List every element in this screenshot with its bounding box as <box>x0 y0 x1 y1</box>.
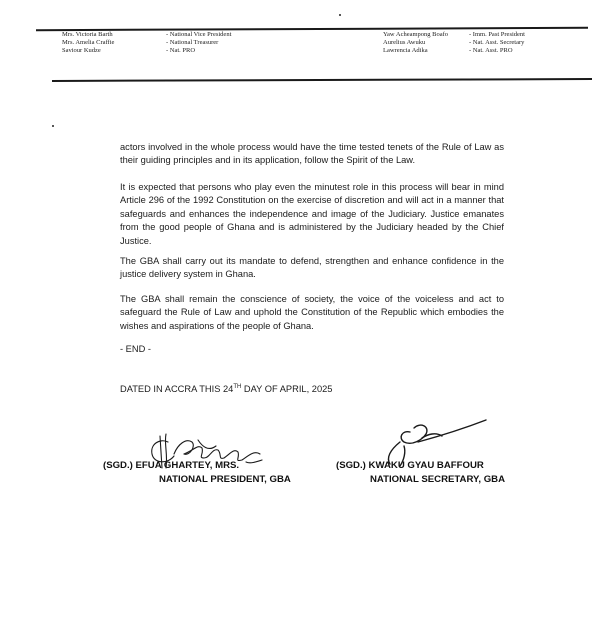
letterhead-right-roles <box>469 31 525 55</box>
signatory-name: (SGD.) KWAKU GYAU BAFFOUR <box>336 460 484 471</box>
scan-speck <box>339 14 341 16</box>
letterhead-role: - Imm. Past President <box>469 31 525 38</box>
paragraph: It is expected that persons who play even the minutest role in this process will bear in mind Article 296 of the 1992 Constitution on the exercise of discretion and will act in a manner that safeguards and enhances the independence and image of the Judiciary. Justice emanates from the good people of Ghana and is administered by the Judiciary headed by the Chief Justice. <box>120 182 504 246</box>
signature-block-president <box>103 459 291 487</box>
letterhead-name: Lawrencia Adika <box>383 47 428 54</box>
letterhead-name: Saviour Kudze <box>62 47 101 54</box>
signatory-title: NATIONAL SECRETARY, GBA <box>370 474 506 485</box>
paragraph: The GBA shall remain the conscience of society, the voice of the voiceless and act to safeguard the Rule of Law and uphold the Constitution of the Republic which embodies the wishes and aspirations of the people of Ghana. <box>120 294 504 331</box>
letterhead-role: - National Vice President <box>166 31 232 38</box>
letterhead-left-names <box>62 31 114 55</box>
letterhead-name: Mrs. Amelia Craffie <box>62 39 115 46</box>
letterhead-role: - Nat. PRO <box>166 47 196 54</box>
letterhead-role: - Nat. Asst. PRO <box>469 47 513 54</box>
letterhead-role: - National Treasurer <box>166 39 219 46</box>
signatory-name: (SGD.) EFUA GHARTEY, MRS. <box>103 460 240 471</box>
letterhead-bottom-rule <box>52 78 592 82</box>
dated-line <box>120 384 332 394</box>
letterhead-name: Yaw Acheampong Boafo <box>383 31 449 38</box>
signatory-title: NATIONAL PRESIDENT, GBA <box>159 474 291 485</box>
end-marker: - END - <box>120 344 151 354</box>
dated-suffix: DAY OF APRIL, 2025 <box>241 384 333 394</box>
letterhead-name: Mrs. Victoria Barth <box>62 31 113 38</box>
signature-block-secretary <box>336 459 505 487</box>
dated-prefix: DATED IN ACCRA THIS 24 <box>120 384 234 394</box>
paragraph: The GBA shall carry out its mandate to defend, strengthen and enhance confidence in the justice delivery system in Ghana. <box>120 256 504 280</box>
letterhead-left-roles <box>166 31 231 55</box>
dated-ordinal: TH <box>233 383 242 390</box>
letterhead-role: - Nat. Asst. Secretary <box>469 39 525 46</box>
scan-speck <box>52 125 54 127</box>
letterhead-right-names <box>383 31 448 55</box>
paragraph: actors involved in the whole process would have the time tested tenets of the Rule of Law as their guiding principles and in its application, follow the Spirit of the Law. <box>120 142 504 166</box>
letterhead-name: Aurelius Awuku <box>383 39 426 46</box>
